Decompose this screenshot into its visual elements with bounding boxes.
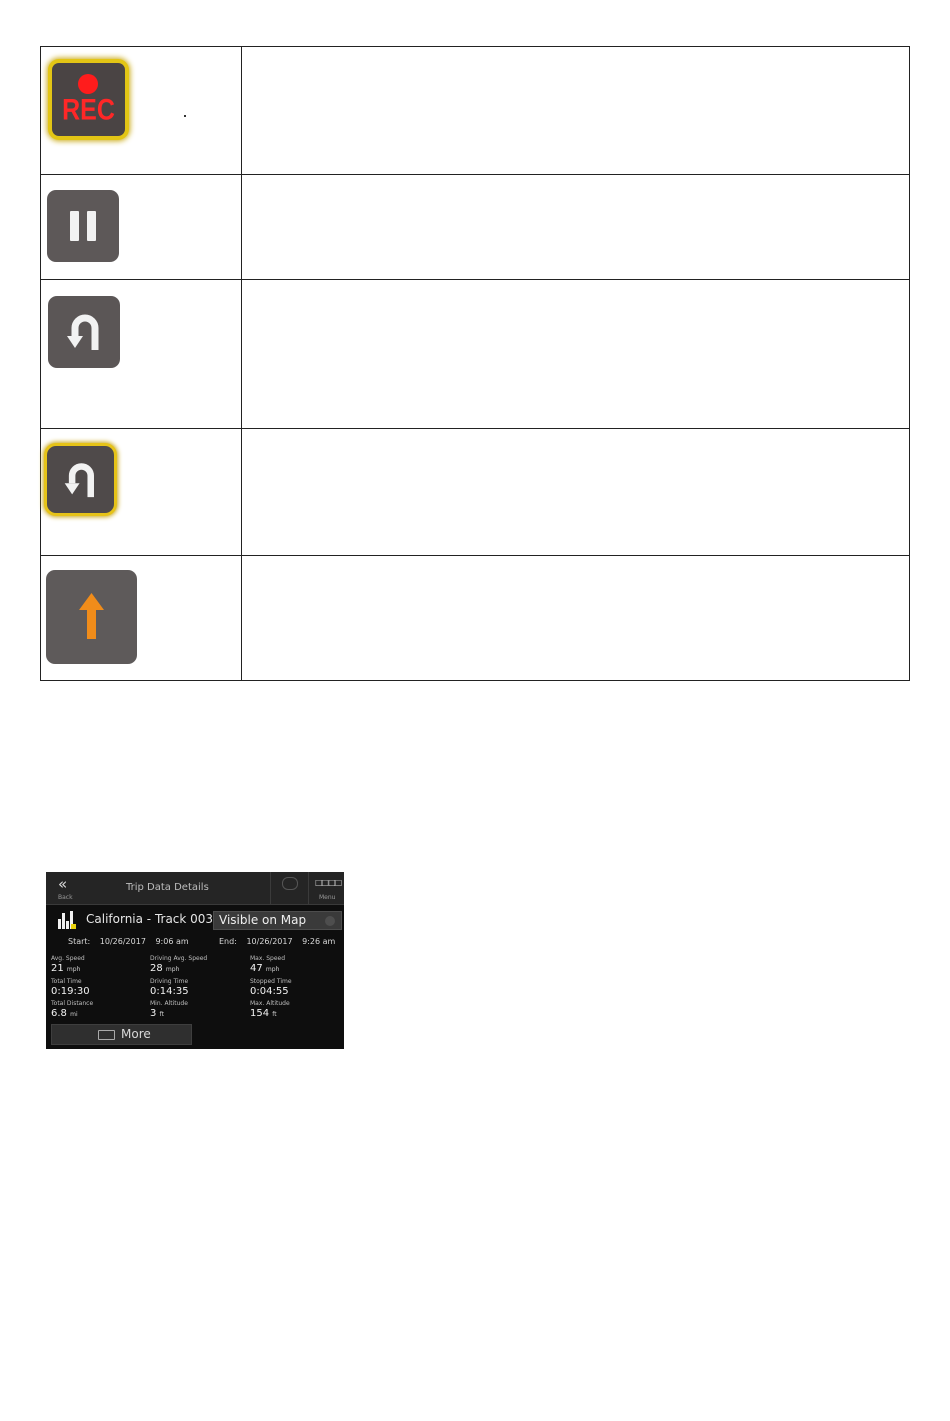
stat-label: Max. Altitude <box>250 1000 290 1007</box>
message-button[interactable] <box>270 872 309 904</box>
icon-table <box>40 46 910 681</box>
up-arrow-button[interactable] <box>46 570 137 664</box>
stat-max-speed <box>250 955 285 976</box>
track-chart-icon <box>58 911 76 929</box>
uturn-active-icon <box>47 446 114 513</box>
up-arrow-icon <box>46 570 137 664</box>
stat-label: Total Distance <box>51 1000 94 1007</box>
table-row <box>41 47 910 175</box>
end-label: End: <box>219 937 237 946</box>
top-bar <box>46 872 344 905</box>
end-clock: 9:26 am <box>302 937 336 946</box>
pause-button[interactable] <box>47 190 119 262</box>
stat-label: Driving Avg. Speed <box>150 955 208 962</box>
stat-driving-avg-speed <box>150 955 207 976</box>
stat-driving-time <box>150 978 189 998</box>
back-icon: « <box>58 875 68 893</box>
back-button[interactable] <box>46 872 84 904</box>
more-button[interactable] <box>51 1024 192 1045</box>
stat-value: 47 mph <box>250 963 280 974</box>
screen-title: Trip Data Details <box>126 882 209 893</box>
icon-cell <box>41 280 242 429</box>
menu-icon: □□□□ <box>315 878 342 887</box>
stat-label: Avg. Speed <box>51 955 85 962</box>
description-cell <box>242 280 910 429</box>
icon-cell <box>41 175 242 280</box>
visible-on-map-label: Visible on Map <box>219 913 307 927</box>
start-date: 10/26/2017 <box>99 937 146 946</box>
stat-stopped-time <box>250 978 292 998</box>
stray-dot <box>184 115 186 117</box>
stat-value: 28 mph <box>150 963 180 974</box>
track-name: California - Track 003 <box>86 912 214 926</box>
description-cell <box>242 47 910 175</box>
description-cell <box>242 556 910 681</box>
uturn-active-button[interactable] <box>47 446 114 513</box>
table-row <box>41 175 910 280</box>
stat-value: 3 ft <box>150 1008 164 1019</box>
start-time <box>68 937 196 946</box>
stat-value: 0:19:30 <box>51 986 90 997</box>
uturn-icon <box>48 296 120 368</box>
description-cell <box>242 175 910 280</box>
stat-value: 21 mph <box>51 963 81 974</box>
back-label: Back <box>58 894 73 901</box>
stat-avg-speed <box>51 955 85 976</box>
stat-value: 0:14:35 <box>150 986 189 997</box>
stat-value: 6.8 mi <box>51 1008 78 1019</box>
table-row <box>41 429 910 556</box>
more-label: More <box>121 1027 151 1041</box>
message-icon <box>282 877 298 890</box>
rec-button[interactable] <box>52 63 125 136</box>
icon-cell <box>41 556 242 681</box>
stat-value: 0:04:55 <box>250 986 289 997</box>
description-cell <box>242 429 910 556</box>
stat-label: Min. Altitude <box>150 1000 188 1007</box>
icon-cell <box>41 47 242 175</box>
visible-on-map-toggle[interactable] <box>213 911 342 930</box>
start-clock: 9:06 am <box>155 937 189 946</box>
trip-data-screen <box>46 872 344 1049</box>
menu-label: Menu <box>319 894 336 901</box>
stat-total-distance <box>51 1000 93 1021</box>
stat-min-altitude <box>150 1000 188 1021</box>
list-icon <box>98 1030 115 1040</box>
toggle-knob-icon <box>325 916 335 926</box>
stat-label: Driving Time <box>150 978 189 985</box>
end-time <box>219 937 342 946</box>
record-dot-icon <box>78 74 98 94</box>
stat-max-altitude <box>250 1000 290 1021</box>
stat-label: Stopped Time <box>250 978 292 985</box>
start-label: Start: <box>68 937 91 946</box>
stat-value: 154 ft <box>250 1008 277 1019</box>
rec-label: REC <box>62 93 115 127</box>
stat-label: Max. Speed <box>250 955 286 962</box>
uturn-button[interactable] <box>48 296 120 368</box>
menu-button[interactable] <box>308 872 344 904</box>
pause-icon <box>47 190 119 262</box>
table-row <box>41 556 910 681</box>
table-row <box>41 280 910 429</box>
stat-label: Total Time <box>51 978 82 985</box>
stat-total-time <box>51 978 90 998</box>
end-date: 10/26/2017 <box>246 937 293 946</box>
icon-cell <box>41 429 242 556</box>
